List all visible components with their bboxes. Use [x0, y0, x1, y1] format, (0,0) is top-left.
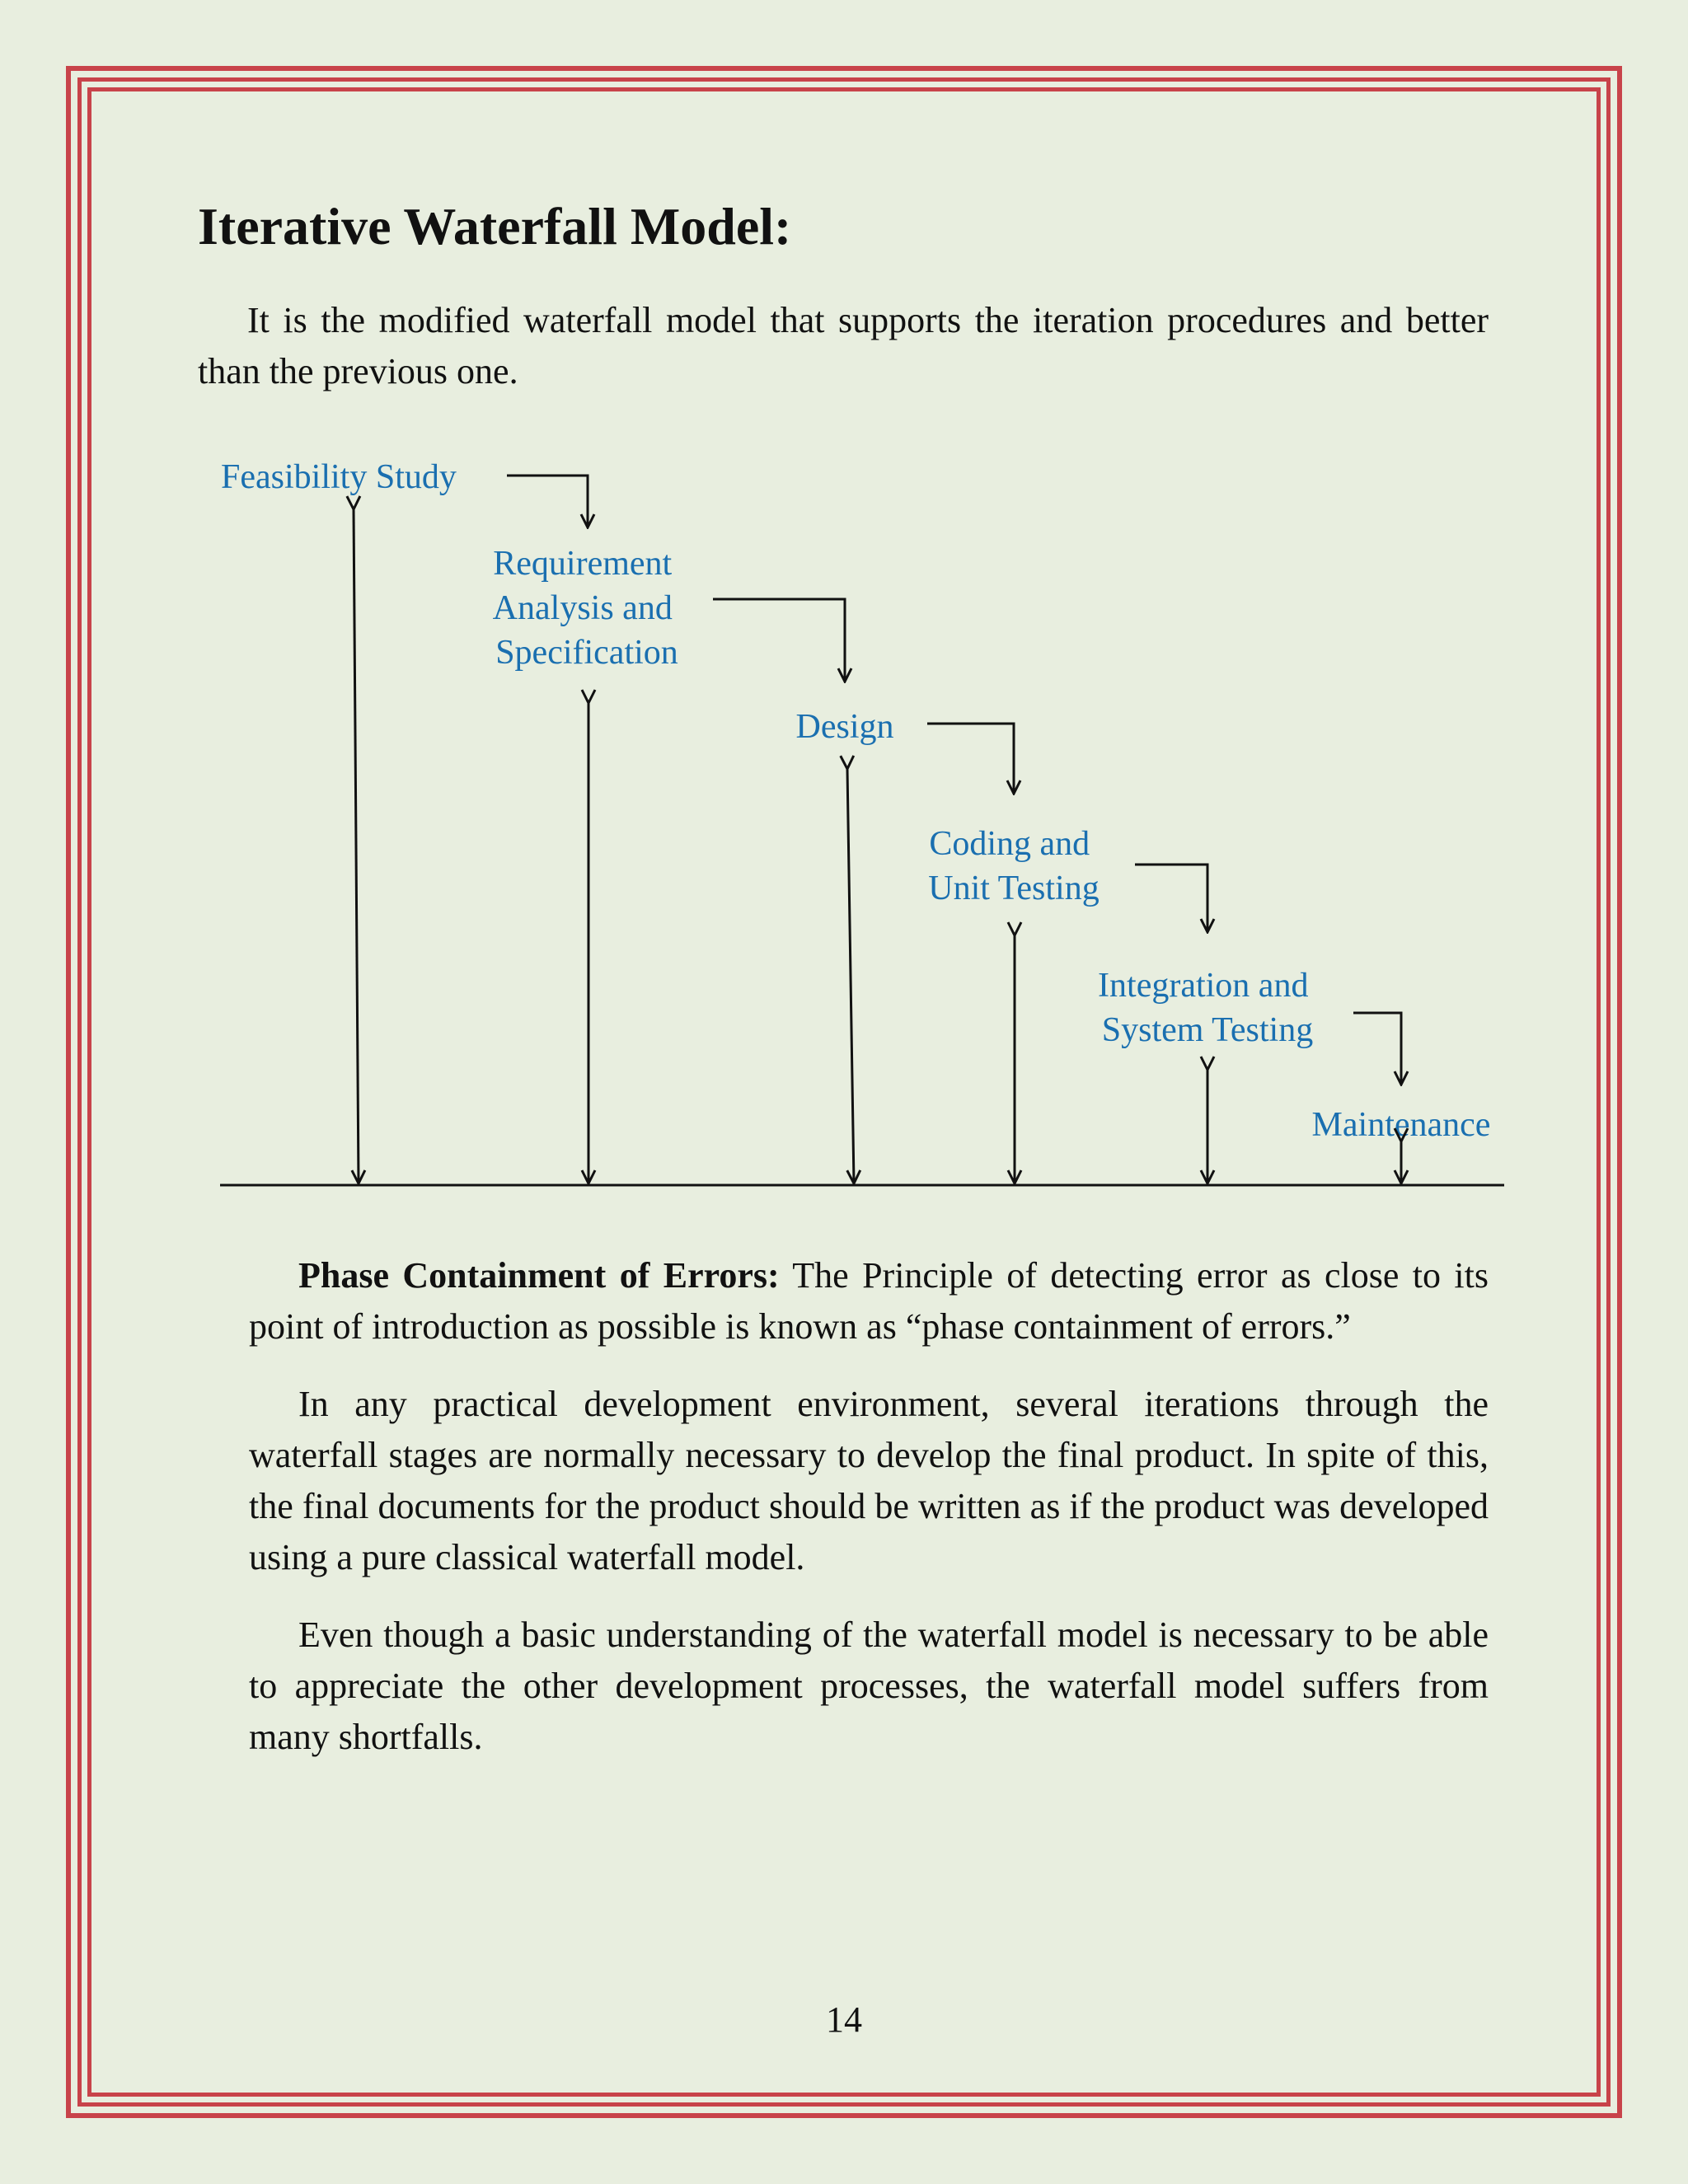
- page-number: 14: [826, 1999, 862, 2040]
- shortfalls-paragraph: Even though a basic understanding of the waterfall model is necessary to be able to appreciate the other development processes, the waterfall model suffers from many shortfalls.: [249, 1615, 1489, 1757]
- feedback-arrow-design: [847, 769, 854, 1183]
- intro-paragraph: It is the modified waterfall model that supports the iteration procedures and better than the previous one.: [198, 300, 1489, 391]
- stage-coding-unit-testing: Coding and Unit Testing: [928, 825, 1100, 907]
- forward-arrow-feasibility-to-requirement: [507, 476, 588, 527]
- stage-feasibility-study: Feasibility Study: [221, 458, 457, 496]
- forward-arrow-coding-to-integration: [1135, 865, 1207, 932]
- stage-maintenance: Maintenance: [1311, 1106, 1491, 1144]
- forward-arrow-design-to-coding: [927, 724, 1014, 794]
- phase-containment-text: The Principle of detecting error as close to its point of introduction as possible is known as “phase containment of errors.”: [249, 1255, 1489, 1347]
- iterations-paragraph: In any practical development environment, several iterations through the waterfall stages are normally necessary to develop the final product. In spite of this, the final documents for the product should be written as if the product was developed using a pure classical waterfall model.: [249, 1384, 1489, 1577]
- stage-requirement-analysis: Requirement Analysis and Specification: [492, 545, 678, 672]
- phase-containment-paragraph: [249, 1250, 1489, 1352]
- page-title: Iterative Waterfall Model:: [198, 197, 792, 255]
- feedback-arrow-feasibility: [354, 509, 359, 1183]
- forward-arrow-integration-to-maintenance: [1353, 1013, 1401, 1085]
- stage-integration-system-testing: Integration and System Testing: [1098, 967, 1314, 1049]
- stage-design: Design: [795, 708, 894, 746]
- forward-arrow-requirement-to-design: [713, 599, 845, 682]
- phase-containment-heading: Phase Containment of Errors:: [298, 1255, 780, 1296]
